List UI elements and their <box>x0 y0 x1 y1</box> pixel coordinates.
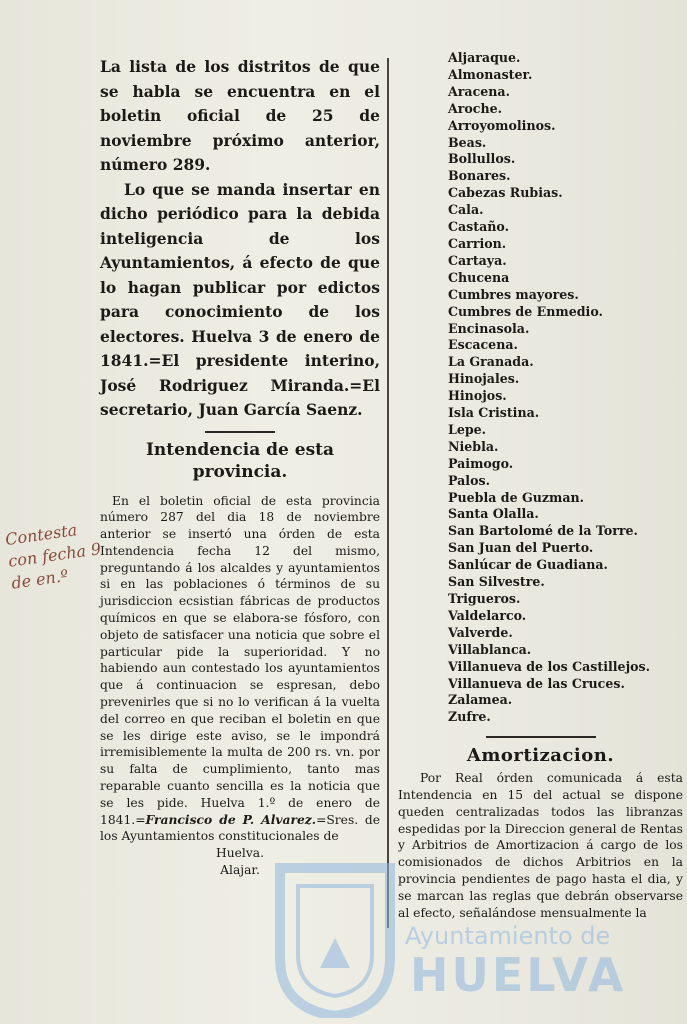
place-list-item: Cumbres de Enmedio. <box>448 303 603 319</box>
section-divider-right <box>486 736 596 738</box>
place-list-item: Lepe. <box>448 421 487 437</box>
place-list-item: Aljaraque. <box>448 50 521 65</box>
amortizacion-heading: Amortizacion. <box>466 745 615 767</box>
place-list-item: Paimogo. <box>448 455 514 471</box>
place-list-item: Arroyomolinos. <box>448 117 556 133</box>
left-column <box>100 55 380 879</box>
place-list-item: Bonares. <box>448 168 511 184</box>
notice-tail: =Sres. de los Ayuntamientos constitucionales de <box>100 812 380 844</box>
handwritten-margin-note: Contesta con fecha 9 de en.º <box>4 520 103 593</box>
addressee-alajar: Alajar. <box>220 863 260 878</box>
place-list-item: San Silvestre. <box>448 574 545 590</box>
intro-paragraph-1: La lista de los distritos de que se habla se encuentra en el boletin oficial de 25 de noviembre próximo anterior, número 289. <box>100 57 380 174</box>
intro-paragraph-2: Lo que se manda insertar en dicho periódico para la debida inteligencia de los Ayuntamientos, á efecto de que lo hagan publicar por edictos para conocimiento de los electores. Huelva 3 de enero de 1841.=El presidente interino, José Rodriguez Miranda.=El secretario, Juan García Saenz. <box>100 179 380 419</box>
place-list-item: Encinasola. <box>448 320 530 336</box>
city-shield-icon <box>270 858 400 1018</box>
place-list-item: Villablanca. <box>448 641 532 657</box>
place-list-item: Valverde. <box>448 624 513 640</box>
place-list-item: La Granada. <box>448 354 534 370</box>
place-list-item: Cabezas Rubias. <box>448 185 563 201</box>
section-divider <box>205 431 275 433</box>
place-list-item: Villanueva de los Castillejos. <box>448 658 650 674</box>
notice-text: En el boletin oficial de esta provincia número 287 del dia 18 de noviembre anterior se insertó una órden de esta Intendencia fecha 12 del mismo, preguntando á los alcaldes y ayuntamientos si en las poblaciones ó términos de su jurisdiccion ecsistian fábricas de productos químicos en que se elabora-se fósforo, con objeto de satisfacer una noticia que sobre el particular pide la superioridad. Y no habiendo aun contestado los ayuntamientos que á continuacion se espresan, debo prevenirles que si no lo verifican á la vuelta del correo en que reciban el boletin en que se les dirige este aviso, se le impondrá irremisiblemente la multa de 200 rs. vn. por su falta de cumplimiento, tanto mas reparable cuanto sencilla es la noticia que se les pide. Huelva 1.º de enero de 1841.= <box>100 493 380 827</box>
place-list-item: Sanlúcar de Guadiana. <box>448 557 608 573</box>
place-list-item: San Juan del Puerto. <box>448 540 594 556</box>
place-list-item: Palos. <box>448 472 490 488</box>
place-list-item: Carrion. <box>448 235 507 251</box>
column-divider <box>387 58 389 928</box>
place-list-item: Castaño. <box>448 219 509 235</box>
place-list-item: Cumbres mayores. <box>448 286 579 302</box>
place-list-item: Bollullos. <box>448 151 516 167</box>
district-list-notice <box>100 55 380 423</box>
amortizacion-paragraph: Por Real órden comunicada á esta Intendencia en 15 del actual se dispone queden centralizadas todos las libranzas espedidas por la Direccion general de Rentas y Arbitrios de Amortizacion á cargo de los comisionados de dichos Arbitrios en la provincia pendientes de pago hasta el dia, y se marcan las reglas que debrán observarse al efecto, señalándose mensualmente la <box>398 771 683 920</box>
place-list-item: Aroche. <box>448 100 503 116</box>
place-list-item: Hinojales. <box>448 371 520 387</box>
place-list-item: Zalamea. <box>448 692 513 708</box>
right-column <box>398 50 683 921</box>
place-list-item: Escacena. <box>448 337 518 353</box>
place-list-item: Valdelarco. <box>448 607 527 623</box>
place-list-item: Hinojos. <box>448 388 507 404</box>
place-list-item: Beas. <box>448 134 487 150</box>
place-list-item: Villanueva de las Cruces. <box>448 675 625 691</box>
place-list-item: Santa Olalla. <box>448 506 539 522</box>
place-list-item: Almonaster. <box>448 66 533 82</box>
intendencia-heading: Intendencia de esta provincia. <box>145 439 335 482</box>
place-list-item: Niebla. <box>448 438 499 454</box>
watermark-line-2: HUELVA <box>410 948 627 1002</box>
place-list-item: Zufre. <box>448 709 491 725</box>
ayuntamientos-list <box>398 50 683 726</box>
place-list-item: Puebla de Guzman. <box>448 489 585 505</box>
addressee-huelva: Huelva. <box>215 846 265 861</box>
place-list-item: Cala. <box>448 202 484 218</box>
place-list-item: Trigueros. <box>448 591 521 606</box>
place-list-item: Chucena <box>448 269 510 285</box>
place-list-item: Aracena. <box>448 83 510 99</box>
watermark-line-1: Ayuntamiento de <box>405 922 611 950</box>
place-list-item: Isla Cristina. <box>448 405 540 421</box>
notice-signature: Francisco de P. Alvarez. <box>145 811 317 827</box>
intendencia-notice <box>100 493 380 846</box>
place-list-item: San Bartolomé de la Torre. <box>448 523 638 539</box>
place-list-item: Cartaya. <box>448 252 507 268</box>
